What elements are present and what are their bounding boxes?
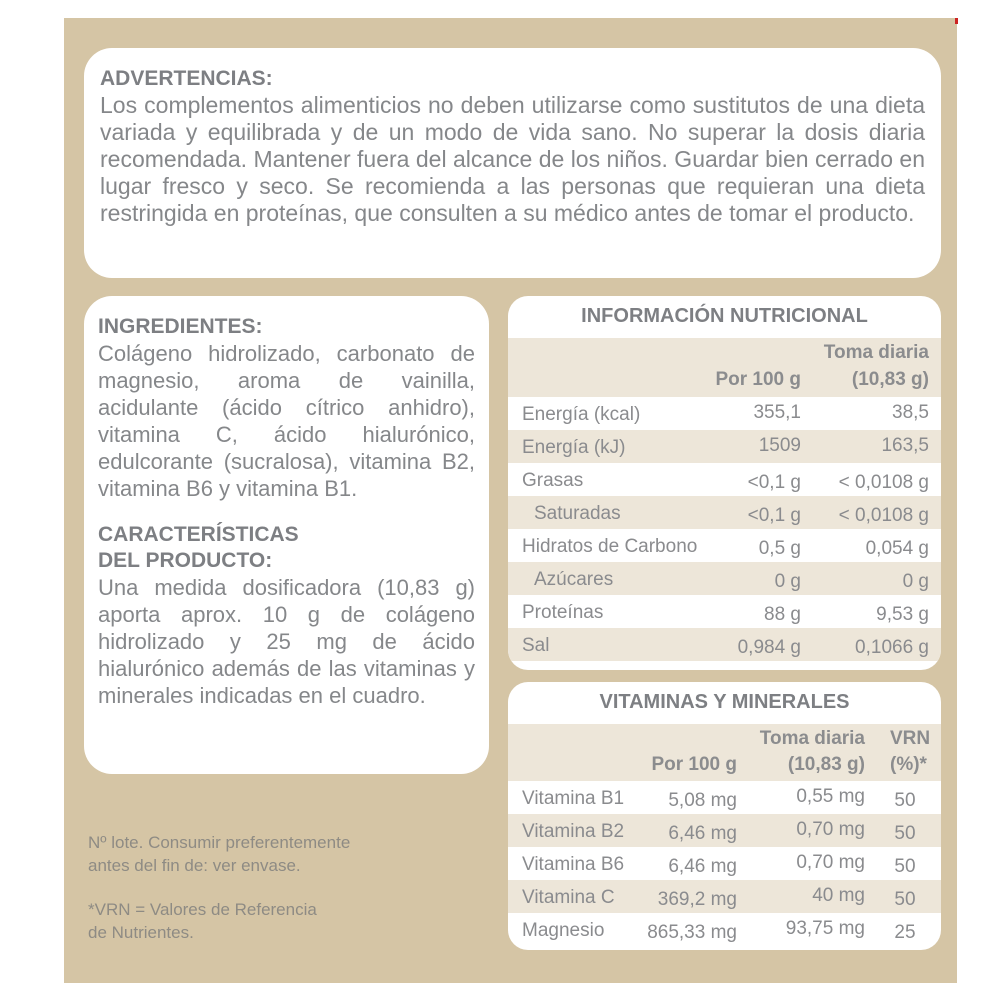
vitamins-col-daily-line1: Toma diaria (759, 728, 865, 749)
nutrition-row: Sal 0,984 g 0,1066 g (508, 628, 941, 661)
ingredients-text: Colágeno hidrolizado, carbonato de magnesio, aroma de vainilla, acidulante (ácido cítrico anhidro), vitamina C, ácido hialurónico, edulcorante (sucralosa), vitamina B2, vitamina B6 y vitamina B1. (98, 341, 475, 501)
vitamins-row: Vitamina B6 6,46 mg 0,70 mg 50 (522, 852, 916, 877)
nutrition-title: INFORMACIÓN NUTRICIONAL (581, 305, 868, 327)
nutrition-col-daily-line1: Toma diaria (823, 342, 929, 363)
ingredients-card (84, 296, 489, 774)
nutrition-row: Energía (kJ) 1509 163,5 (508, 430, 941, 463)
vrn-note-line1: *VRN = Valores de Referencia (88, 900, 317, 919)
vrn-note-line2: de Nutrientes. (88, 923, 194, 942)
vitamins-col-vrn-line1: VRN (890, 728, 931, 749)
lot-note-line1: Nº lote. Consumir preferentemente (88, 833, 351, 852)
nutrition-table (508, 296, 941, 670)
nutrition-row: Hidratos de Carbono 0,5 g 0,054 g (522, 536, 929, 559)
vitamins-title: VITAMINAS Y MINERALES (599, 691, 850, 713)
nutrition-row: Grasas <0,1 g < 0,0108 g (522, 470, 929, 493)
vitamins-row: Magnesio 865,33 mg 93,75 mg 25 (522, 918, 916, 943)
vitamins-col-per100: Por 100 g (651, 754, 737, 775)
warnings-text: Los complementos alimenticios no deben utilizarse como sustitutos de una dieta variada y equilibrada y de un modo de vida sano. No superar la dosis diaria recomendada. Mantener fuera del alcance de los niños. Guardar bien cerrado en lugar fresco y seco. Se recomienda a las personas que requieran una dieta restringida en proteínas, que consulten a su médico antes de tomar el producto. (100, 92, 925, 226)
warnings-card (84, 48, 941, 278)
lot-note-line2: antes del fin de: ver envase. (88, 856, 301, 875)
vrn-note (88, 898, 317, 944)
vitamins-row: Vitamina C 369,2 mg 40 mg 50 (508, 880, 941, 913)
characteristics-heading-line2: DEL PRODUCTO: (98, 549, 273, 572)
warnings-heading: ADVERTENCIAS: (100, 67, 273, 90)
vitamins-col-vrn-line2: (%)* (890, 754, 927, 775)
nutrition-col-per100: Por 100 g (715, 369, 801, 390)
nutrition-col-daily-line2: (10,83 g) (851, 369, 929, 390)
vitamins-row: Vitamina B1 5,08 mg 0,55 mg 50 (522, 786, 916, 811)
edge-mark (955, 18, 958, 24)
nutrition-row: Azúcares 0 g 0 g (508, 562, 941, 595)
vitamins-table (508, 682, 941, 950)
nutrition-header (508, 338, 941, 397)
lot-note (88, 831, 350, 877)
nutrition-row: Proteínas 88 g 9,53 g (522, 602, 929, 625)
characteristics-text: Una medida dosificadora (10,83 g) aporta aprox. 10 g de colágeno hidrolizado y 25 mg de ácido hialurónico además de las vitaminas y minerales indicadas en el cuadro. (98, 575, 475, 708)
ingredients-heading: INGREDIENTES: (98, 315, 263, 338)
vitamins-col-daily-line2: (10,83 g) (787, 754, 865, 775)
nutrition-row: Energía (kcal) 355,1 38,5 (522, 402, 929, 425)
nutrition-row: Saturadas <0,1 g < 0,0108 g (508, 496, 941, 529)
vitamins-header (508, 724, 941, 781)
characteristics-heading-line1: CARACTERÍSTICAS (98, 523, 299, 546)
vitamins-row: Vitamina B2 6,46 mg 0,70 mg 50 (508, 814, 941, 847)
